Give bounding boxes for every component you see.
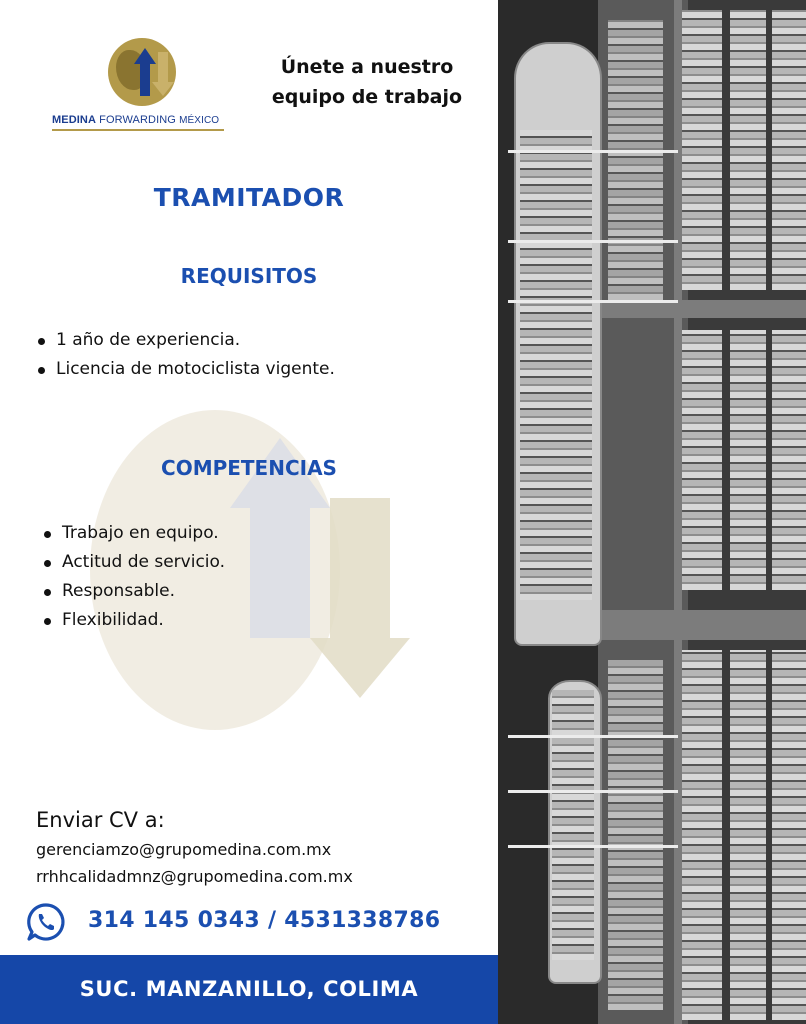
container-stack bbox=[772, 330, 806, 590]
list-item: Responsable. bbox=[42, 577, 225, 606]
container-stack bbox=[682, 330, 722, 590]
container-port-photo bbox=[498, 0, 806, 1024]
container-stack bbox=[730, 10, 766, 290]
requirements-list bbox=[36, 326, 335, 384]
whatsapp-icon bbox=[26, 902, 66, 942]
logo-brand-bold: MEDINA bbox=[52, 114, 96, 126]
gantry-crane bbox=[508, 735, 678, 738]
competencies-heading: COMPETENCIAS bbox=[161, 456, 337, 480]
company-logo bbox=[48, 38, 234, 133]
list-item: 1 año de experiencia. bbox=[36, 326, 335, 355]
container-stack bbox=[772, 10, 806, 290]
container-stack bbox=[608, 20, 663, 300]
send-cv-label: Enviar CV a: bbox=[36, 808, 165, 832]
watermark-arrows-icon bbox=[230, 438, 410, 738]
ship-containers bbox=[552, 690, 594, 960]
ship-containers bbox=[520, 130, 592, 600]
list-item: Trabajo en equipo. bbox=[42, 519, 225, 548]
footer-banner bbox=[0, 955, 498, 1024]
branch-location: SUC. MANZANILLO, COLIMA bbox=[79, 977, 419, 1001]
container-stack bbox=[730, 650, 766, 1020]
list-item: Licencia de motociclista vigente. bbox=[36, 355, 335, 384]
gantry-crane bbox=[508, 300, 678, 303]
container-stack bbox=[608, 660, 663, 1010]
port-road bbox=[598, 610, 806, 640]
position-title: TRAMITADOR bbox=[153, 183, 345, 212]
email-link[interactable]: gerenciamzo@grupomedina.com.mx bbox=[36, 840, 332, 859]
tagline: Únete a nuestro equipo de trabajo bbox=[271, 56, 463, 108]
requirements-heading: REQUISITOS bbox=[180, 264, 318, 288]
container-stack bbox=[682, 650, 722, 1020]
container-stack bbox=[682, 10, 722, 290]
logo-brand-country: MÉXICO bbox=[179, 115, 220, 126]
gantry-crane bbox=[508, 150, 678, 153]
port-road bbox=[674, 0, 682, 1024]
logo-underline bbox=[52, 129, 224, 131]
gantry-crane bbox=[508, 845, 678, 848]
logo-wordmark bbox=[52, 114, 219, 126]
logo-brand-rest: FORWARDING bbox=[96, 114, 180, 126]
container-stack bbox=[730, 330, 766, 590]
email-link[interactable]: rrhhcalidadmnz@grupomedina.com.mx bbox=[36, 867, 353, 886]
gantry-crane bbox=[508, 240, 678, 243]
competencies-list bbox=[42, 519, 225, 635]
container-stack bbox=[772, 650, 806, 1020]
list-item: Flexibilidad. bbox=[42, 606, 225, 635]
logo-arrows-icon bbox=[134, 46, 178, 98]
gantry-crane bbox=[508, 790, 678, 793]
list-item: Actitud de servicio. bbox=[42, 548, 225, 577]
phone-numbers[interactable]: 314 145 0343 / 4531338786 bbox=[88, 908, 441, 933]
